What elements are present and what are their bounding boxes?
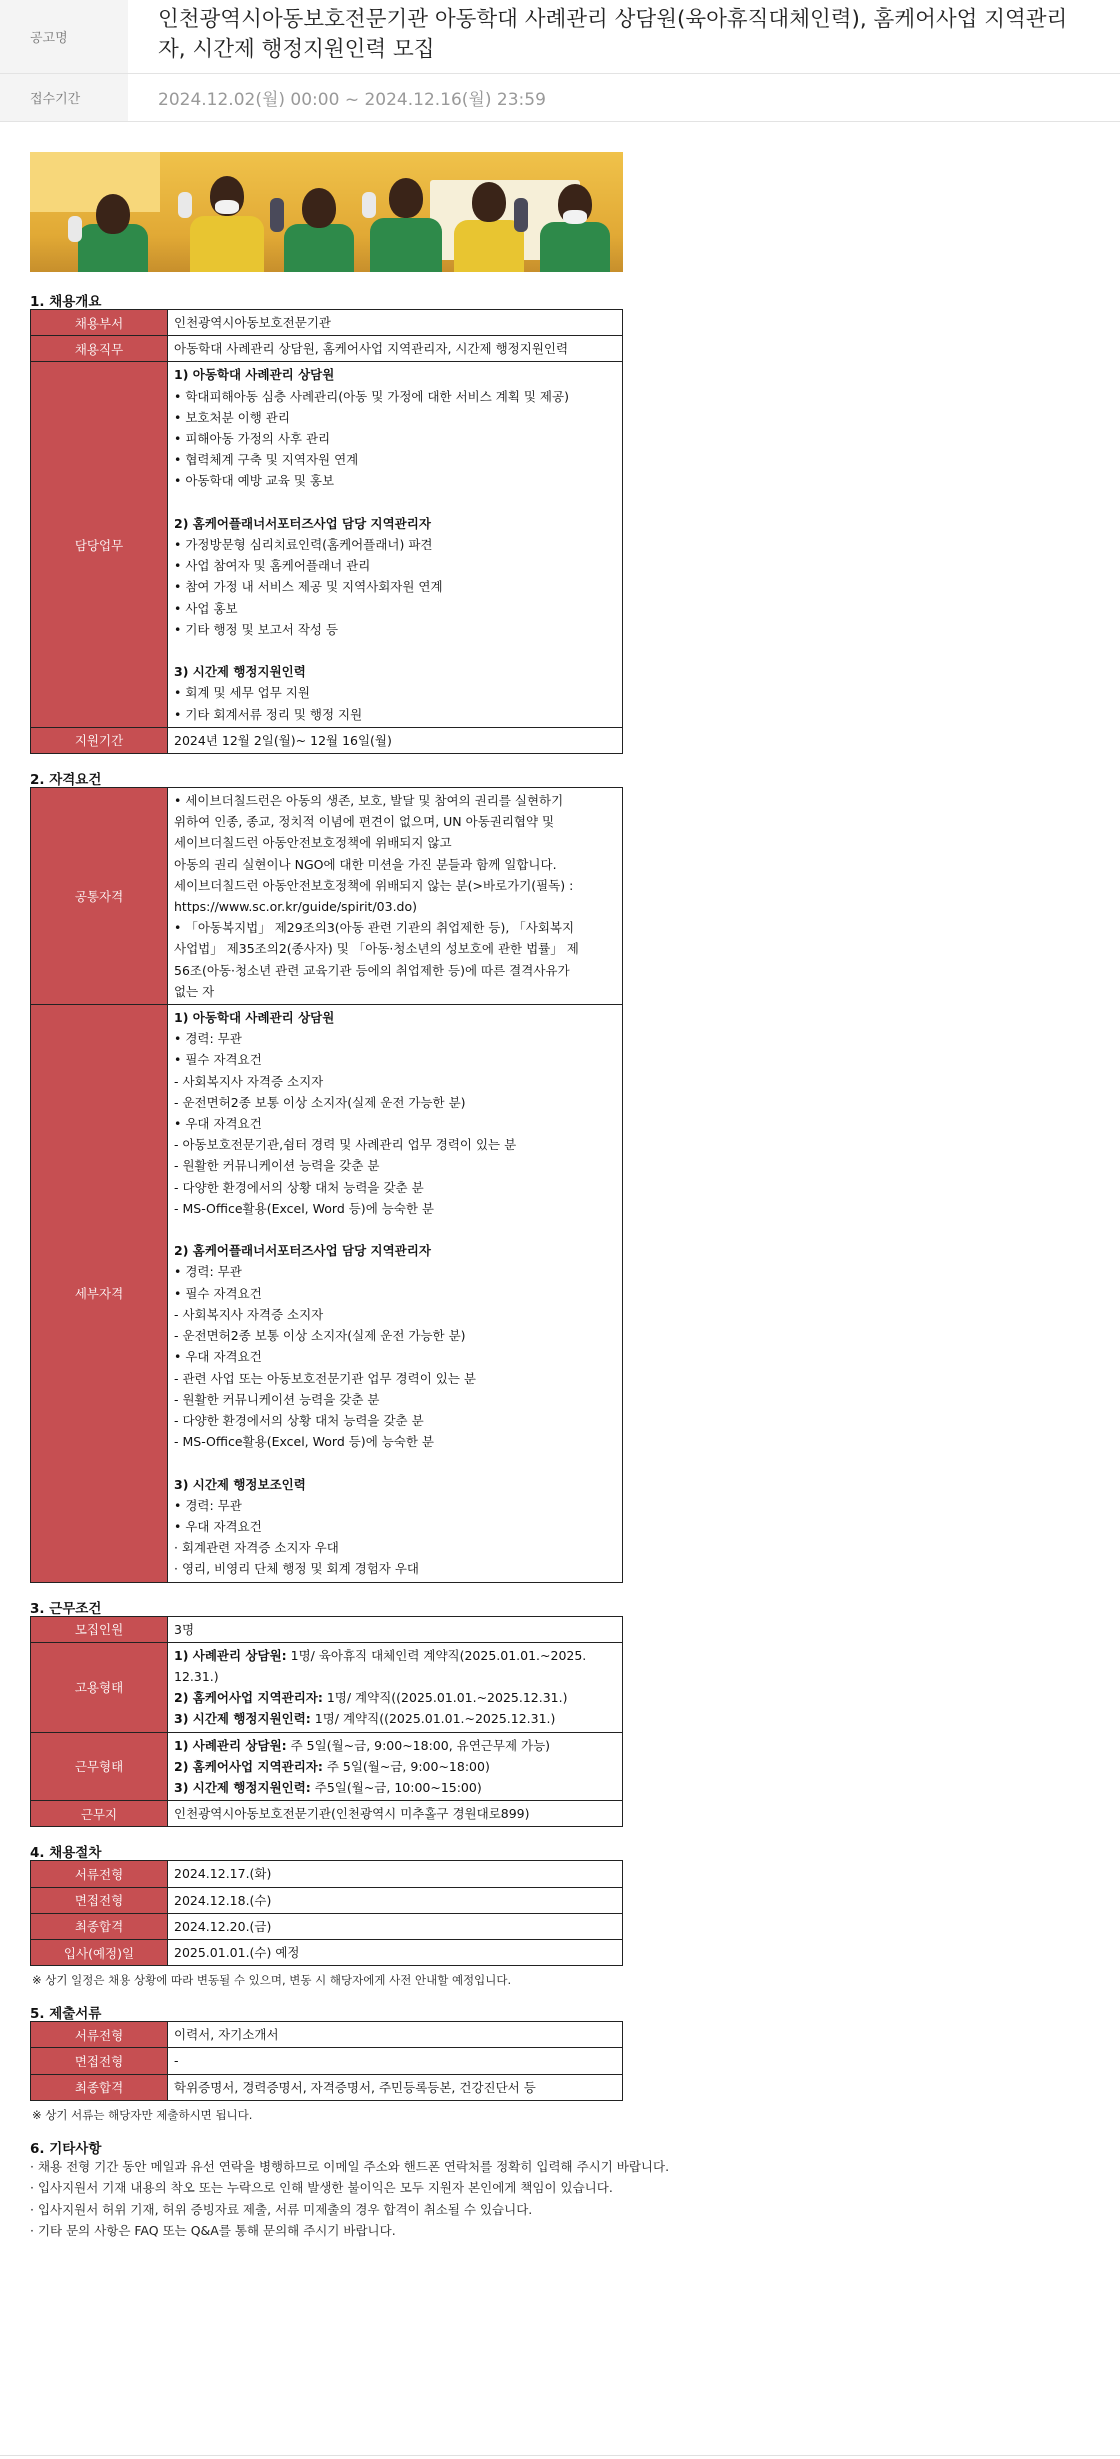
section-qualifications [30,768,1090,1582]
cell-line: - 사회복지사 자격증 소지자 [174,1073,324,1089]
list-item: · 입사지원서 기재 내용의 착오 또는 누락으로 인해 발생한 불이익은 모두 지원자 본인에게 책임이 있습니다. [30,2180,613,2196]
table-row [31,1801,623,1827]
cell-line: • 협력체계 구축 및 지역자원 연계 [174,452,359,468]
table-row [31,336,623,362]
row-value [168,1732,623,1801]
table-row [31,1642,623,1732]
cell-line: 2) 홈케어플래너서포터즈사업 담당 지역관리자 [174,515,431,531]
table-row [31,1887,623,1913]
section-working-conditions [30,1597,1090,1828]
overview-table [30,309,623,754]
cell-line: 2) 홈케어사업 지역관리자: 1명/ 계약직((2025.01.01.~2025.12.31.) [174,1690,568,1706]
row-header: 지원기간 [31,727,168,753]
row-header: 최종합격 [31,1913,168,1939]
row-value [168,1913,623,1939]
application-period: 2024.12.02(월) 00:00 ~ 2024.12.16(월) 23:59 [158,90,546,110]
row-header: 면접전형 [31,1887,168,1913]
cell-line: 2) 홈케어사업 지역관리자: 주 5일(월~금, 9:00~18:00) [174,1758,490,1774]
cell-line: 아동학대 사례관리 상담원, 홈케어사업 지역관리자, 시간제 행정지원인력 [174,341,569,357]
cell-line: 3) 시간제 행정지원인력: 1명/ 계약직((2025.01.01.~2025.12.31.) [174,1711,556,1727]
cell-line: - 원활한 커뮤니케이션 능력을 갖춘 분 [174,1158,380,1174]
schedule-note: ※ 상기 일정은 채용 상황에 따라 변동될 수 있으며, 변동 시 해당자에게 사전 안내할 예정입니다. [32,1973,512,1988]
cell-line: https://www.sc.or.kr/guide/spirit/03.do) [174,899,418,915]
cell-line: 2025.01.01.(수) 예정 [174,1944,300,1960]
cell-line: - 운전면허2종 보통 이상 소지자(실제 운전 가능한 분) [174,1328,466,1344]
row-header: 근무지 [31,1801,168,1827]
cell-line: • 학대피해아동 심층 사례관리(아동 및 가정에 대한 서비스 계획 및 제공) [174,388,569,404]
cell-line: • 세이브더칠드런은 아동의 생존, 보호, 발달 및 참여의 권리를 실현하기 [174,793,564,809]
cell-line: 2024.12.20.(금) [174,1918,272,1934]
table-row [31,727,623,753]
cell-line: 1) 아동학대 사례관리 상담원 [174,1010,335,1026]
child-figure [284,188,354,272]
row-header: 세부자격 [31,1005,168,1582]
section-documents [30,2002,1090,2123]
cell-line: - 관련 사업 또는 아동보호전문기관 업무 경력이 있는 분 [174,1370,476,1386]
cell-line: • 아동학대 예방 교육 및 홍보 [174,473,335,489]
cell-line: 1) 아동학대 사례관리 상담원 [174,367,335,383]
row-value [168,1642,623,1732]
cell-line: 사업법」 제35조의2(종사자) 및 「아동·청소년의 성보호에 관한 법률」 제 [174,941,579,957]
cell-line: • 회계 및 세무 업무 지원 [174,685,310,701]
cell-line: • 기타 회계서류 정리 및 행정 지원 [174,706,363,722]
section-title: 4. 채용절차 [30,1845,102,1862]
cell-line: 세이브더칠드런 아동안전보호정책에 위배되지 않고 [174,835,452,851]
table-row [31,1939,623,1965]
row-header: 담당업무 [31,362,168,727]
cell-line: 위하여 인종, 종교, 정치적 이념에 편견이 없으며, UN 아동권리협약 및 [174,814,555,830]
list-item: · 입사지원서 허위 기재, 허위 증빙자료 제출, 서류 미제출의 경우 합격이 취소될 수 있습니다. [30,2201,533,2217]
cell-line: - 다양한 환경에서의 상황 대처 능력을 갖춘 분 [174,1412,424,1428]
cell-line: · 영리, 비영리 단체 행정 및 회계 경험자 우대 [174,1561,420,1577]
cell-line: 아동의 권리 실현이나 NGO에 대한 미션을 가진 분들과 함께 일합니다. [174,856,557,872]
footer-divider [0,2455,1120,2456]
section-title: 3. 근무조건 [30,1600,102,1617]
cell-line: • 경력: 무관 [174,1497,242,1513]
cell-line: 인천광역시아동보호전문기관(인천광역시 미추홀구 경원대로899) [174,1806,530,1822]
row-value [168,1861,623,1887]
cell-line: 3) 시간제 행정지원인력: 주5일(월~금, 10:00~15:00) [174,1779,482,1795]
documents-note: ※ 상기 서류는 해당자만 제출하시면 됩니다. [32,2107,253,2122]
row-value [168,1939,623,1965]
cell-line [174,492,616,513]
cell-line: 학위증명서, 경력증명서, 자격증명서, 주민등록등본, 건강진단서 등 [174,2079,536,2095]
documents-table [30,2021,623,2101]
row-header: 최종합격 [31,2074,168,2100]
cell-line: 3) 시간제 행정지원인력 [174,664,306,680]
row-value [168,788,623,1005]
banner-image [30,152,623,272]
section-hiring-process [30,1841,1090,1988]
cell-line: - 운전면허2종 보통 이상 소지자(실제 운전 가능한 분) [174,1094,466,1110]
row-value [168,1887,623,1913]
cell-line: 2024.12.17.(화) [174,1866,272,1882]
child-figure [540,182,610,272]
cell-line: 56조(아동·청소년 관련 교육기관 등에의 취업제한 등)에 따른 결격사유가 [174,962,570,978]
cell-line: 2) 홈케어플래너서포터즈사업 담당 지역관리자 [174,1243,431,1259]
cell-line: - MS-Office활용(Excel, Word 등)에 능숙한 분 [174,1434,435,1450]
cell-line: • 필수 자격요건 [174,1285,262,1301]
table-row [31,1732,623,1801]
row-value [168,310,623,336]
cell-line [174,1219,616,1240]
list-item: · 채용 전형 기간 동안 메일과 유선 연락을 병행하므로 이메일 주소와 핸드폰 연락처를 정확히 입력해 주시기 바랍니다. [30,2158,670,2174]
row-header: 근무형태 [31,1732,168,1801]
title-row [0,0,1120,74]
row-header: 채용부서 [31,310,168,336]
cell-line: - 사회복지사 자격증 소지자 [174,1306,324,1322]
working-conditions-table [30,1616,623,1828]
row-header: 입사(예정)일 [31,1939,168,1965]
child-figure [454,180,524,272]
cell-line: 1) 사례관리 상담원: 주 5일(월~금, 9:00~18:00, 유연근무제 가능) [174,1737,551,1753]
cell-line: • 기타 행정 및 보고서 작성 등 [174,621,339,637]
cell-line: 이력서, 자기소개서 [174,2027,279,2043]
child-figure [78,194,148,272]
section-title: 6. 기타사항 [30,2140,102,2157]
table-row [31,2022,623,2048]
cell-line: • 필수 자격요건 [174,1052,262,1068]
table-row [31,1616,623,1642]
cell-line: 세이브더칠드런 아동안전보호정책에 위배되지 않는 분(>바로가기(필독) : [174,877,574,893]
cell-line: 2024.12.18.(수) [174,1892,272,1908]
table-row [31,310,623,336]
cell-line: - MS-Office활용(Excel, Word 등)에 능숙한 분 [174,1200,435,1216]
section-title: 5. 제출서류 [30,2006,102,2023]
row-value [168,1616,623,1642]
cell-line: - [174,2053,179,2069]
row-value [168,727,623,753]
row-value [168,336,623,362]
row-value [168,1801,623,1827]
job-posting-meta [0,0,1120,122]
table-row [31,788,623,1005]
cell-line: 1) 사례관리 상담원: 1명/ 육아휴직 대체인력 계약직(2025.01.01.~2025. [174,1647,587,1663]
cell-line: • 경력: 무관 [174,1031,242,1047]
row-value [168,362,623,727]
row-header: 채용직무 [31,336,168,362]
cell-line: • 우대 자격요건 [174,1116,262,1132]
cell-line: - 다양한 환경에서의 상황 대처 능력을 갖춘 분 [174,1179,424,1195]
qualifications-table [30,787,623,1582]
section-other-notes [30,2137,1090,2242]
table-row [31,1913,623,1939]
child-figure [370,176,442,272]
cell-line: 인천광역시아동보호전문기관 [174,315,331,330]
cell-line: - 원활한 커뮤니케이션 능력을 갖춘 분 [174,1391,380,1407]
cell-line: • 보호처분 이행 관리 [174,409,290,425]
cell-line [174,1452,616,1473]
row-header: 면접전형 [31,2048,168,2074]
cell-line: • 참여 가정 내 서비스 제공 및 지역사회자원 연계 [174,579,443,595]
cell-line: 12.31.) [174,1668,219,1684]
section-recruitment-overview [30,290,1090,754]
cell-line: 3) 시간제 행정보조인력 [174,1476,306,1492]
cell-line: • 우대 자격요건 [174,1349,262,1365]
period-row [0,74,1120,122]
table-row [31,362,623,727]
row-value [168,2048,623,2074]
cell-line: - 아동보호전문기관,쉼터 경력 및 사례관리 업무 경력이 있는 분 [174,1137,517,1153]
table-row [31,2074,623,2100]
row-value [168,1005,623,1582]
row-header: 모집인원 [31,1616,168,1642]
posting-title: 인천광역시아동보호전문기관 아동학대 사례관리 상담원(육아휴직대체인력), 홈케어사업 지역관리자, 시간제 행정지원인력 모집 [158,7,1068,62]
cell-line: · 회계관련 자격증 소지자 우대 [174,1540,339,1556]
section-title: 2. 자격요건 [30,772,102,789]
row-header: 공통자격 [31,788,168,1005]
cell-line [174,640,616,661]
section-title: 1. 채용개요 [30,294,102,310]
cell-line: • 피해아동 가정의 사후 관리 [174,431,331,447]
table-row [31,1861,623,1887]
cell-line: • 경력: 무관 [174,1264,242,1280]
period-label: 접수기간 [0,74,128,121]
title-label: 공고명 [0,0,128,73]
row-value [168,2074,623,2100]
row-header: 서류전형 [31,1861,168,1887]
other-notes-list [30,2156,1090,2242]
posting-content [30,152,1090,2242]
row-header: 서류전형 [31,2022,168,2048]
cell-line: 2024년 12월 2일(월)~ 12월 16일(월) [174,732,392,748]
cell-line: • 「아동복지법」 제29조의3(아동 관련 기관의 취업제한 등), 「사회복지 [174,920,575,936]
cell-line: • 사업 홍보 [174,600,238,616]
cell-line: 3명 [174,1621,195,1637]
list-item: · 기타 문의 사항은 FAQ 또는 Q&A를 통해 문의해 주시기 바랍니다. [30,2223,396,2239]
table-row [31,1005,623,1582]
hiring-process-table [30,1860,623,1966]
row-value [168,2022,623,2048]
child-figure [190,172,264,272]
cell-line: 없는 자 [174,983,215,999]
cell-line: • 가정방문형 심리치료인력(홈케어플래너) 파견 [174,537,433,553]
cell-line: • 사업 참여자 및 홈케어플래너 관리 [174,558,371,574]
cell-line: • 우대 자격요건 [174,1518,262,1534]
row-header: 고용형태 [31,1642,168,1732]
table-row [31,2048,623,2074]
